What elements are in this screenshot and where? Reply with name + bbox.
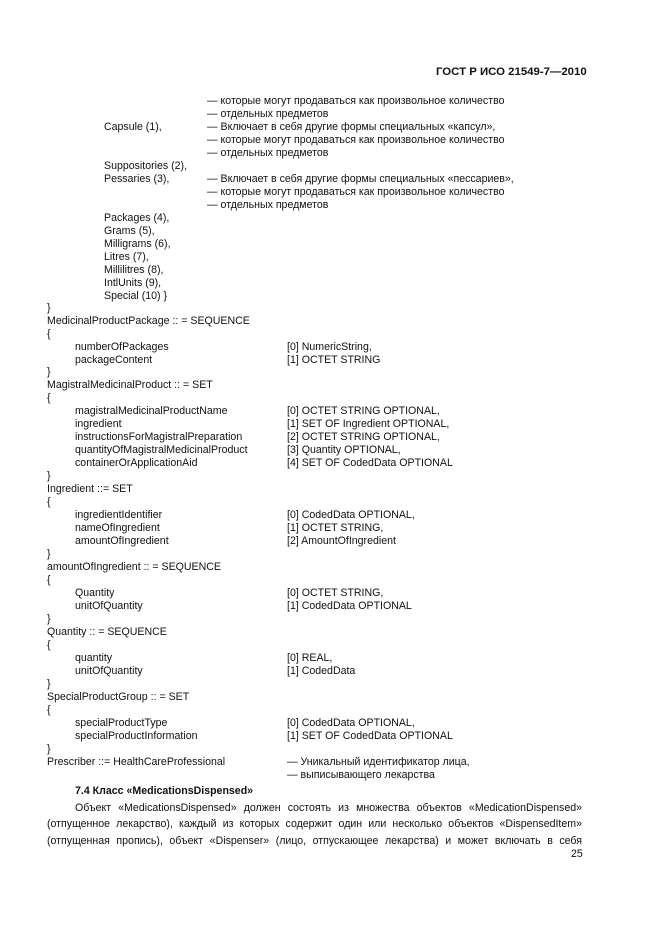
field-name: containerOrApplicationAid xyxy=(75,457,198,469)
type-declaration: MedicinalProductPackage :: = SEQUENCE xyxy=(47,315,250,327)
comment-line: — отдельных предметов xyxy=(207,199,329,211)
field-type: [1] SET OF Ingredient OPTIONAL, xyxy=(287,418,450,430)
field-type: [0] CodedData OPTIONAL, xyxy=(287,717,415,729)
field-type: [1] SET OF CodedData OPTIONAL xyxy=(287,730,453,742)
field-name: ingredientIdentifier xyxy=(75,509,163,521)
field-name: Quantity xyxy=(75,587,115,599)
enum-item-intlunits: IntlUnits (9), xyxy=(104,277,162,289)
field-type: [0] OCTET STRING, xyxy=(287,587,384,599)
field-type: [4] SET OF CodedData OPTIONAL xyxy=(287,457,453,469)
type-declaration: Quantity :: = SEQUENCE xyxy=(47,626,167,638)
comment-line: — отдельных предметов xyxy=(207,147,329,159)
comment-line: — Включает в себя другие формы специальных «капсул», xyxy=(207,121,496,133)
field-type: [3] Quantity OPTIONAL, xyxy=(287,444,401,456)
comment-line: — которые могут продаваться как произвольное количество xyxy=(207,134,505,146)
field-name: numberOfPackages xyxy=(75,341,169,353)
close-brace: } xyxy=(47,613,51,625)
field-type: [1] OCTET STRING xyxy=(287,354,381,366)
document-code: ГОСТ Р ИСО 21549-7—2010 xyxy=(436,66,587,78)
field-type: [1] OCTET STRING, xyxy=(287,522,384,534)
field-name: unitOfQuantity xyxy=(75,665,143,677)
field-type: [1] CodedData xyxy=(287,665,356,677)
comment-line: — выписывающего лекарства xyxy=(287,769,435,781)
field-name: instructionsForMagistralPreparation xyxy=(75,431,243,443)
comment-line: — отдельных предметов xyxy=(207,108,329,120)
field-name: magistralMedicinalProductName xyxy=(75,405,228,417)
page-number: 25 xyxy=(571,848,583,860)
open-brace: { xyxy=(47,639,51,651)
type-declaration: MagistralMedicinalProduct :: = SET xyxy=(47,379,213,391)
field-type: [2] OCTET STRING OPTIONAL, xyxy=(287,431,440,443)
comment-line: — Включает в себя другие формы специальных «пессариев», xyxy=(207,173,514,185)
field-name: packageContent xyxy=(75,354,153,366)
close-brace: } xyxy=(47,302,51,314)
enum-item-milligrams: Milligrams (6), xyxy=(104,238,171,250)
enum-item-special: Special (10) } xyxy=(104,290,168,302)
close-brace: } xyxy=(47,366,51,378)
field-type: [0] NumericString, xyxy=(287,341,372,353)
comment-line: — которые могут продаваться как произвольное количество xyxy=(207,95,505,107)
section-heading: 7.4 Класс «MedicationsDispensed» xyxy=(75,785,254,797)
open-brace: { xyxy=(47,328,51,340)
field-name: quantity xyxy=(75,652,113,664)
comment-line: — Уникальный идентификатор лица, xyxy=(287,756,470,768)
enum-item-pessaries: Pessaries (3), xyxy=(104,173,170,185)
open-brace: { xyxy=(47,704,51,716)
enum-item-litres: Litres (7), xyxy=(104,251,149,263)
field-name: specialProductInformation xyxy=(75,730,198,742)
field-type: [2] AmountOfIngredient xyxy=(287,535,396,547)
open-brace: { xyxy=(47,574,51,586)
field-type: [0] REAL, xyxy=(287,652,333,664)
type-declaration: SpecialProductGroup :: = SET xyxy=(47,691,190,703)
close-brace: } xyxy=(47,678,51,690)
field-name: quantityOfMagistralMedicinalProduct xyxy=(75,444,248,456)
field-name: specialProductType xyxy=(75,717,168,729)
body-paragraph xyxy=(47,800,582,849)
enum-item-grams: Grams (5), xyxy=(104,225,155,237)
enum-item-suppositories: Suppositories (2), xyxy=(104,160,188,172)
field-name: amountOfIngredient xyxy=(75,535,169,547)
open-brace: { xyxy=(47,496,51,508)
field-name: unitOfQuantity xyxy=(75,600,143,612)
field-type: [0] OCTET STRING OPTIONAL, xyxy=(287,405,440,417)
comment-line: — которые могут продаваться как произвольное количество xyxy=(207,186,505,198)
paragraph-line: Объект «MedicationsDispensed» должен состоять из множества объектов «MedicationDispensed» xyxy=(75,802,582,814)
close-brace: } xyxy=(47,743,51,755)
enum-item-capsule: Capsule (1), xyxy=(104,121,162,133)
paragraph-line: (отпущенная пропись), объект «Dispenser» (лицо, отпускающее лекарства) и может включать в себя xyxy=(47,834,582,847)
enum-item-packages: Packages (4), xyxy=(104,212,170,224)
close-brace: } xyxy=(47,548,51,560)
type-declaration: Ingredient ::= SET xyxy=(47,483,133,495)
paragraph-line: (отпущенное лекарство), каждый из которых содержит один или несколько объектов «DispensedItem» xyxy=(47,818,582,831)
field-type: [0] CodedData OPTIONAL, xyxy=(287,509,415,521)
field-name: nameOfIngredient xyxy=(75,522,160,534)
open-brace: { xyxy=(47,392,51,404)
enum-item-millilitres: Millilitres (8), xyxy=(104,264,164,276)
type-declaration: Prescriber ::= HealthCareProfessional xyxy=(47,756,226,768)
field-name: ingredient xyxy=(75,418,122,430)
close-brace: } xyxy=(47,470,51,482)
field-type: [1] CodedData OPTIONAL xyxy=(287,600,412,612)
type-declaration: amountOfIngredient :: = SEQUENCE xyxy=(47,561,221,573)
